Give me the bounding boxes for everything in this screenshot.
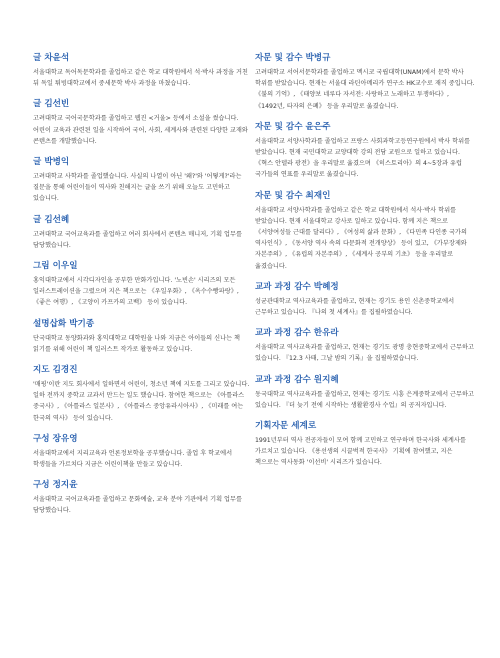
contributor-name: 김선혜 xyxy=(44,214,70,225)
contributor-role: 글 xyxy=(33,99,42,110)
contributor-role: 자문 및 감수 xyxy=(255,190,303,201)
contributor-entry xyxy=(33,156,251,205)
contributor-bio: 서울대학교 국어교육과를 졸업하고 문화예술, 교육 분야 기관에서 기획 업무를 담당했습니다. xyxy=(33,496,242,515)
contributor-entry xyxy=(33,52,251,89)
contributor-bio: 서울대학교 역사교육과를 졸업하고, 현재는 경기도 광명 충현중학교에서 근무하고 있습니다. 『12.3 사태, 그날 밤의 기록』을 집필하였습니다. xyxy=(255,344,474,363)
contributor-entry xyxy=(255,374,477,411)
contributor-entry xyxy=(255,190,477,272)
contributor-role: 구성 xyxy=(33,433,50,444)
contributor-entry xyxy=(255,327,477,364)
contributor-name: 김선빈 xyxy=(44,99,70,110)
contributor-bio: 서울대학교 서양사학과를 졸업하고 프랑스 사회과학고등연구원에서 박사 학위를 받았습니다. 현재 국민대학교 교양대학 강의 전담 교원으로 일하고 있습니다. 《혁스 안델라 광전》을 우리말로 옮겼으며 《히스토리아》의 4~5장과 유럽 국가들의 연표를 우리말로 옮겼습니다. xyxy=(255,137,471,179)
contributor-heading xyxy=(33,214,251,226)
contributor-role: 글 xyxy=(33,214,42,225)
contributor-bio: 고려대학교 서어서문학과를 졸업하고 멕시코 국립대학(UNAM)에서 문학 박사 학위를 받았습니다. 현재는 서울대 라틴아메리카 연구소 HK교수로 재직 중입니다. 《불의 기억》, 《태양보 네루다 자서전: 사랑하고 노래하고 투쟁하다》, 《1492년, 타자의 은폐》 등을 우리말로 옮겼습니다. xyxy=(255,69,475,110)
contributor-heading xyxy=(255,121,477,133)
contributor-heading xyxy=(255,52,477,64)
contributor-role: 구성 xyxy=(33,480,50,491)
contributor-name: 차윤석 xyxy=(44,53,70,63)
contributor-name: 세계로 xyxy=(291,421,317,432)
contributor-heading xyxy=(255,327,477,339)
contributor-name: 정지윤 xyxy=(52,480,78,491)
contributor-heading xyxy=(33,98,251,110)
contributor-entry xyxy=(33,433,251,470)
contributor-name: 윤은주 xyxy=(305,121,331,132)
contributor-heading xyxy=(33,479,251,491)
contributor-heading xyxy=(33,52,251,64)
contributor-heading xyxy=(255,374,477,386)
contributor-entry xyxy=(33,98,251,147)
contributor-bio: 홍익대학교에서 시각디자인을 공부한 만화가입니다. '노빈손' 시리즈의 모든 일러스트레이션을 그렸으며 지은 책으로는 《우일우화》, 《옥수수빵파랑》, 《좋은 여행》, 《고양이 카프카의 고백》 등이 있습니다. xyxy=(33,277,239,307)
contributor-name: 박기종 xyxy=(69,318,95,329)
contributor-entry xyxy=(255,121,477,181)
contributor-name: 장유영 xyxy=(52,433,78,444)
contributor-name: 최재인 xyxy=(305,190,331,201)
contributor-entry xyxy=(33,364,251,424)
contributor-role: 기획자문 xyxy=(255,421,289,432)
contributor-entry xyxy=(33,260,251,309)
contributor-heading xyxy=(33,433,251,445)
contributor-role: 그림 xyxy=(33,261,50,272)
contributor-name: 김경진 xyxy=(52,365,78,376)
contributor-bio: 고려대학교 국어국문학과를 졸업하고 웹진 <거울> 등에서 소설을 썼습니다. 어린이 교육과 관련된 일을 시작하여 국어, 사회, 세계사와 관련된 다양한 교재와 콘텐츠를 개발했습니다. xyxy=(33,115,248,145)
contributor-bio: '매핑'이란 지도 회사에서 일하면서 어린이, 청소년 책에 지도를 그리고 있습니다. 일하 전까지 중학교 교과서 만드는 일도 했습니다. 참여한 책으로는 《아틀라스 중국사》, 《아틀라스 일본사》, 《아틀라스 중앙유라시아사》, 《미래를 여는 한국의 역사》 등이 있습니다. xyxy=(33,381,250,422)
contributor-role: 설명삽화 xyxy=(33,318,67,329)
contributor-role: 지도 xyxy=(33,365,50,376)
contributor-bio: 서울대학교 서양사학과를 졸업하고 같은 학교 대학원에서 석사·박사 학위를 받았습니다. 현재 서울대학교 강사로 일하고 있습니다. 함께 지은 책으로 《서양여성들 근대를 달리다》, 《여성의 삶과 문화》, 《다민족 다인종 국가의 역사인식》, 《동서양 역사 속의 다문화적 전개양상》 등이 있고, 《가부장제와 자본주의》, 《유럽의 자본주의》, 《세계사 공부의 기초》 등을 우리말로 옮겼습니다. xyxy=(255,206,467,270)
contributor-name: 박병규 xyxy=(305,53,331,63)
contributor-name: 박혜정 xyxy=(313,281,339,292)
contributor-bio: 서울대학교에서 지리교육과 언론정보학을 공부했습니다. 졸업 후 학교에서 학생들을 가르치다 지금은 어린이책을 만들고 있습니다. xyxy=(33,449,233,469)
contributor-heading xyxy=(33,364,251,376)
contributor-name: 이우일 xyxy=(52,261,78,272)
contributor-role: 자문 및 감수 xyxy=(255,121,303,132)
contributor-entry xyxy=(33,318,251,355)
contributor-entry xyxy=(255,420,477,469)
contributor-name: 한유라 xyxy=(313,328,339,339)
contributor-role: 교과 과정 감수 xyxy=(255,374,311,385)
credits-left-column xyxy=(33,52,251,526)
contributor-heading xyxy=(33,318,251,330)
contributor-name: 박병익 xyxy=(44,157,70,168)
contributor-heading xyxy=(33,260,251,272)
contributor-role: 교과 과정 감수 xyxy=(255,328,311,339)
contributor-entry xyxy=(255,281,477,318)
contributor-entry xyxy=(33,214,251,251)
contributor-heading xyxy=(33,156,251,168)
contributor-bio: 동국대학교 역사교육과를 졸업하고, 현재는 경기도 시흥 은계중학교에서 근무하고 있습니다. 『더 늦기 전에 시작하는 생활환경사 수업』의 공저자입니다. xyxy=(255,390,474,409)
contributor-entry xyxy=(33,479,251,516)
contributor-name: 원지혜 xyxy=(313,374,339,385)
contributor-heading xyxy=(255,190,477,202)
contributor-role: 자문 및 감수 xyxy=(255,53,303,63)
contributor-bio: 서울대학교 독어독문학과를 졸업하고 같은 학교 대학원에서 석·박사 과정을 거친 뒤 독일 튀빙대학교에서 중세문학 박사 과정을 마쳤습니다. xyxy=(33,69,248,88)
contributor-bio: 고려대학교 사학과를 졸업했습니다. 사실의 나열이 아닌 '왜?'와 '어떻게?'라는 질문을 통해 어린이들이 역사와 친해지는 글을 쓰기 위해 오늘도 고민하고 있습니다. xyxy=(33,173,242,203)
contributor-bio: 고려대학교 국어교육과를 졸업하고 여러 회사에서 콘텐츠 매니저, 기획 업무를 담당했습니다. xyxy=(33,230,242,249)
contributor-heading xyxy=(255,281,477,293)
contributor-role: 교과 과정 감수 xyxy=(255,281,311,292)
contributor-role: 글 xyxy=(33,53,42,63)
contributor-bio: 1991년부터 역사 전공자들이 모여 함께 고민하고 연구하며 한국사와 세계사를 가르치고 있습니다. 《용선생의 시끌벅적 한국사》 기획에 참여했고, 지은 책으로는 역사동화 '이선비' 시리즈가 있습니다. xyxy=(255,437,466,467)
contributor-bio: 성균관대학교 역사교육과를 졸업하고, 현재는 경기도 용인 신촌중학교에서 근무하고 있습니다. 『나의 첫 세계사』를 집필하였습니다. xyxy=(255,297,455,317)
credits-right-column xyxy=(255,52,477,478)
contributor-role: 글 xyxy=(33,157,42,168)
contributor-bio: 단국대학교 동양화과와 홍익대학교 대학원을 나와 지금은 아이들의 신나는 책 읽기를 위해 어린이 책 일러스트 작가로 활동하고 있습니다. xyxy=(33,334,241,353)
contributor-entry xyxy=(255,52,477,112)
contributor-heading xyxy=(255,420,477,432)
